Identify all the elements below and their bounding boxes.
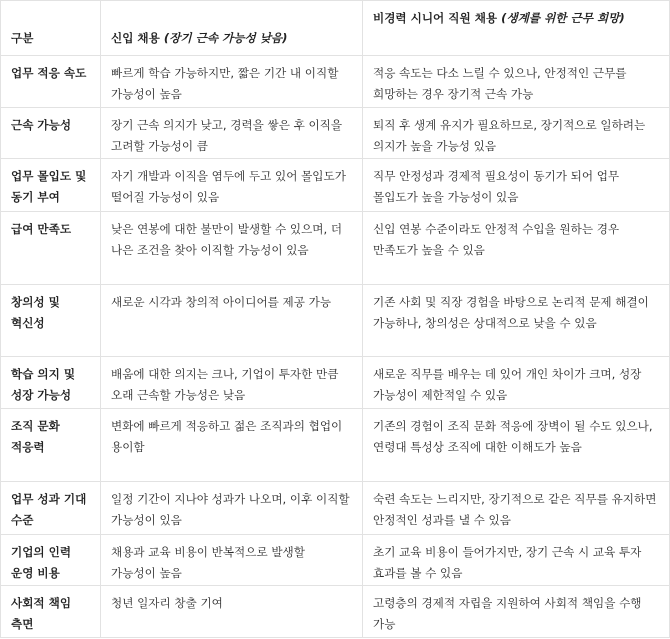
row-senior: 기존의 경험이 조직 문화 적응에 장벽이 될 수도 있으나, 연령대 특성상 조직에 대한 이해도가 높음 — [363, 409, 670, 482]
header-senior-note: (생계를 위한 근무 희망) — [501, 11, 625, 25]
row-senior: 적응 속도는 다소 느릴 수 있으나, 안정적인 근무를 희망하는 경우 장기적 근속 가능 — [363, 56, 670, 108]
table-row — [1, 159, 670, 212]
table-body — [1, 56, 670, 638]
row-new-hire: 새로운 시각과 창의적 아이디어를 제공 가능 — [101, 284, 363, 356]
row-category: 사회적 책임 측면 — [1, 586, 101, 638]
row-category: 기업의 인력 운영 비용 — [1, 534, 101, 586]
row-category: 급여 만족도 — [1, 211, 101, 284]
row-category: 업무 적응 속도 — [1, 56, 101, 108]
row-category: 학습 의지 및 성장 가능성 — [1, 356, 101, 409]
table-row — [1, 56, 670, 108]
row-new-hire: 채용과 교육 비용이 반복적으로 발생할 가능성이 높음 — [101, 534, 363, 586]
header-category — [1, 1, 101, 56]
header-senior-label: 비경력 시니어 직원 채용 — [373, 11, 498, 25]
row-category: 업무 성과 기대 수준 — [1, 482, 101, 535]
header-row — [1, 1, 670, 56]
row-category: 업무 몰입도 및 동기 부여 — [1, 159, 101, 212]
row-new-hire: 청년 일자리 창출 기여 — [101, 586, 363, 638]
row-senior: 퇴직 후 생계 유지가 필요하므로, 장기적으로 일하려는 의지가 높을 가능성 있음 — [363, 107, 670, 159]
row-new-hire: 일정 기간이 지나야 성과가 나오며, 이후 이직할 가능성이 있음 — [101, 482, 363, 535]
row-senior: 고령층의 경제적 자립을 지원하여 사회적 책임을 수행 가능 — [363, 586, 670, 638]
table-row — [1, 586, 670, 638]
table-row — [1, 211, 670, 284]
row-new-hire: 빠르게 학습 가능하지만, 짧은 기간 내 이직할 가능성이 높음 — [101, 56, 363, 108]
row-new-hire: 낮은 연봉에 대한 불만이 발생할 수 있으며, 더 나은 조건을 찾아 이직할 가능성이 있음 — [101, 211, 363, 284]
header-new-hire-note: (장기 근속 가능성 낮음) — [163, 31, 288, 45]
row-category: 근속 가능성 — [1, 107, 101, 159]
row-senior: 신입 연봉 수준이라도 안정적 수입을 원하는 경우 만족도가 높을 수 있음 — [363, 211, 670, 284]
row-senior: 숙련 속도는 느리지만, 장기적으로 같은 직무를 유지하면 안정적인 성과를 낼 수 있음 — [363, 482, 670, 535]
row-senior: 기존 사회 및 직장 경험을 바탕으로 논리적 문제 해결이 가능하나, 창의성은 상대적으로 낮을 수 있음 — [363, 284, 670, 356]
row-new-hire: 장기 근속 의지가 낮고, 경력을 쌓은 후 이직을 고려할 가능성이 큼 — [101, 107, 363, 159]
row-new-hire: 배움에 대한 의지는 크나, 기업이 투자한 만큼 오래 근속할 가능성은 낮음 — [101, 356, 363, 409]
row-new-hire: 자기 개발과 이직을 염두에 두고 있어 몰입도가 떨어질 가능성이 있음 — [101, 159, 363, 212]
header-senior — [363, 1, 670, 56]
header-new-hire-label: 신입 채용 — [111, 31, 160, 45]
header-category-label: 구분 — [11, 31, 34, 45]
table-row — [1, 107, 670, 159]
row-category: 창의성 및 혁신성 — [1, 284, 101, 356]
table-row — [1, 482, 670, 535]
row-senior: 새로운 직무를 배우는 데 있어 개인 차이가 크며, 성장 가능성이 제한적일 수 있음 — [363, 356, 670, 409]
row-senior: 직무 안정성과 경제적 필요성이 동기가 되어 업무 몰입도가 높을 가능성이 있음 — [363, 159, 670, 212]
row-new-hire: 변화에 빠르게 적응하고 젊은 조직과의 협업이 용이함 — [101, 409, 363, 482]
table-row — [1, 284, 670, 356]
table-row — [1, 356, 670, 409]
table-header — [1, 1, 670, 56]
row-senior: 초기 교육 비용이 들어가지만, 장기 근속 시 교육 투자 효과를 볼 수 있음 — [363, 534, 670, 586]
header-new-hire — [101, 1, 363, 56]
table-row — [1, 534, 670, 586]
row-category: 조직 문화 적응력 — [1, 409, 101, 482]
table-row — [1, 409, 670, 482]
